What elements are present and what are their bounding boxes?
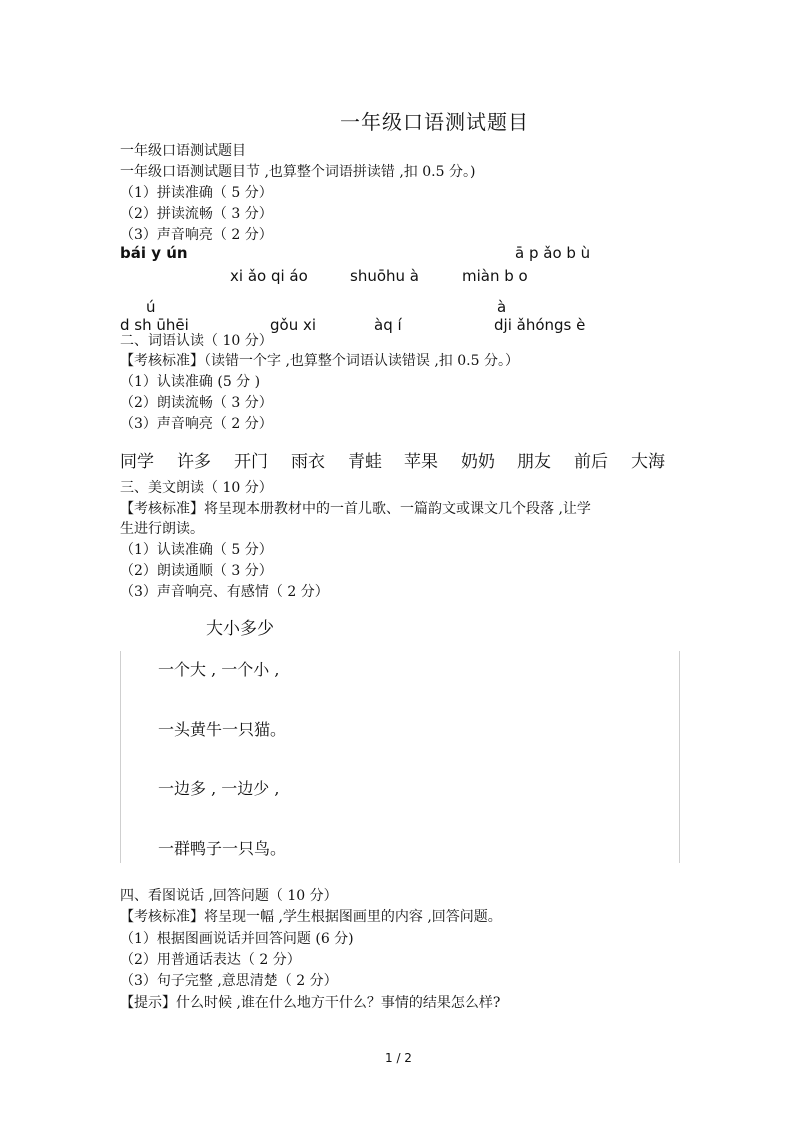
criteria-item: （3）声音响亮、有感情（ 2 分） [120,584,329,600]
pinyin-item: àq í [374,316,402,334]
intro-line: （2）拼读流畅（ 3 分） [120,206,273,222]
criteria-item: （2）朗读通顺（ 3 分） [120,563,273,579]
hint-text: 【提示】什么时候 ,谁在什么地方干什么？事情的结果怎么样? [120,995,501,1011]
poem-title: 大小多少 [206,619,274,639]
criteria-item: （1）认读准确（ 5 分） [120,542,273,558]
intro-line: （3）声音响亮（ 2 分） [120,227,273,243]
vocab-word: 苹果 [404,452,438,472]
criteria-item: （3）句子完整 ,意思清楚（ 2 分） [120,973,338,989]
section-heading: 四、看图说话 ,回答问题（ 10 分） [120,888,338,904]
pinyin-item: xi ǎo qi áo [230,267,308,285]
section-heading: 二、词语认读（ 10 分） [120,333,273,349]
pinyin-item: miàn b o [462,267,528,285]
vocab-word: 同学 [120,452,154,472]
vocab-word: 开门 [234,452,268,472]
section-heading: 三、美文朗读（ 10 分） [120,480,273,496]
vocab-word: 青蛙 [348,452,382,472]
criteria-item: （1）认读准确 (5 分 ) [120,374,261,390]
poem-line: 一边多 , 一边少 , [158,779,280,798]
vocab-word: 前后 [574,452,608,472]
pinyin-item: dji ǎhóngs è [494,316,586,334]
page-title: 一年级口语测试题目 [340,110,529,134]
criteria-item: （1）根据图画说话并回答问题 (6 分) [120,931,354,947]
poem-line: 一群鸭子一只鸟。 [158,839,287,858]
vocab-word: 雨衣 [291,452,325,472]
pinyin-item: d sh ūhēi [120,316,189,334]
criteria-item: （2）朗读流畅（ 3 分） [120,395,273,411]
poem-box [120,651,680,863]
poem-line: 一个大 , 一个小 , [158,660,280,679]
vocab-word: 朋友 [517,452,551,472]
poem-line: 一头黄牛一只猫。 [158,720,287,739]
criteria-item: （2）用普通话表达（ 2 分） [120,952,301,968]
pinyin-item: ú [146,298,156,316]
assessment-standard: 生进行朗读。 [120,521,204,537]
intro-line: （1）拼读准确（ 5 分） [120,185,273,201]
intro-line: 一年级口语测试题目 [120,143,246,159]
pinyin-item: gǒu xi [270,316,317,334]
pinyin-item: bái y ún [120,244,188,262]
vocab-word: 许多 [177,452,211,472]
pinyin-item: ā p ǎo b ù [515,244,591,262]
vocab-word: 大海 [631,452,665,472]
assessment-standard: 【考核标准】将呈现本册教材中的一首儿歌、一篇韵文或课文几个段落 ,让学 [120,501,591,517]
vocab-word: 奶奶 [461,452,495,472]
page-number: 1 / 2 [385,1051,412,1065]
pinyin-item: à [497,298,507,316]
intro-line: 一年级口语测试题目节 ,也算整个词语拼读错 ,扣 0.5 分。) [120,164,476,180]
assessment-standard: 【考核标准】将呈现一幅 ,学生根据图画里的内容 ,回答问题。 [120,909,502,925]
pinyin-item: shuōhu à [350,267,419,285]
criteria-item: （3）声音响亮（ 2 分） [120,416,273,432]
assessment-standard: 【考核标准】（读错一个字 ,也算整个词语认读错误 ,扣 0.5 分。） [120,353,519,369]
